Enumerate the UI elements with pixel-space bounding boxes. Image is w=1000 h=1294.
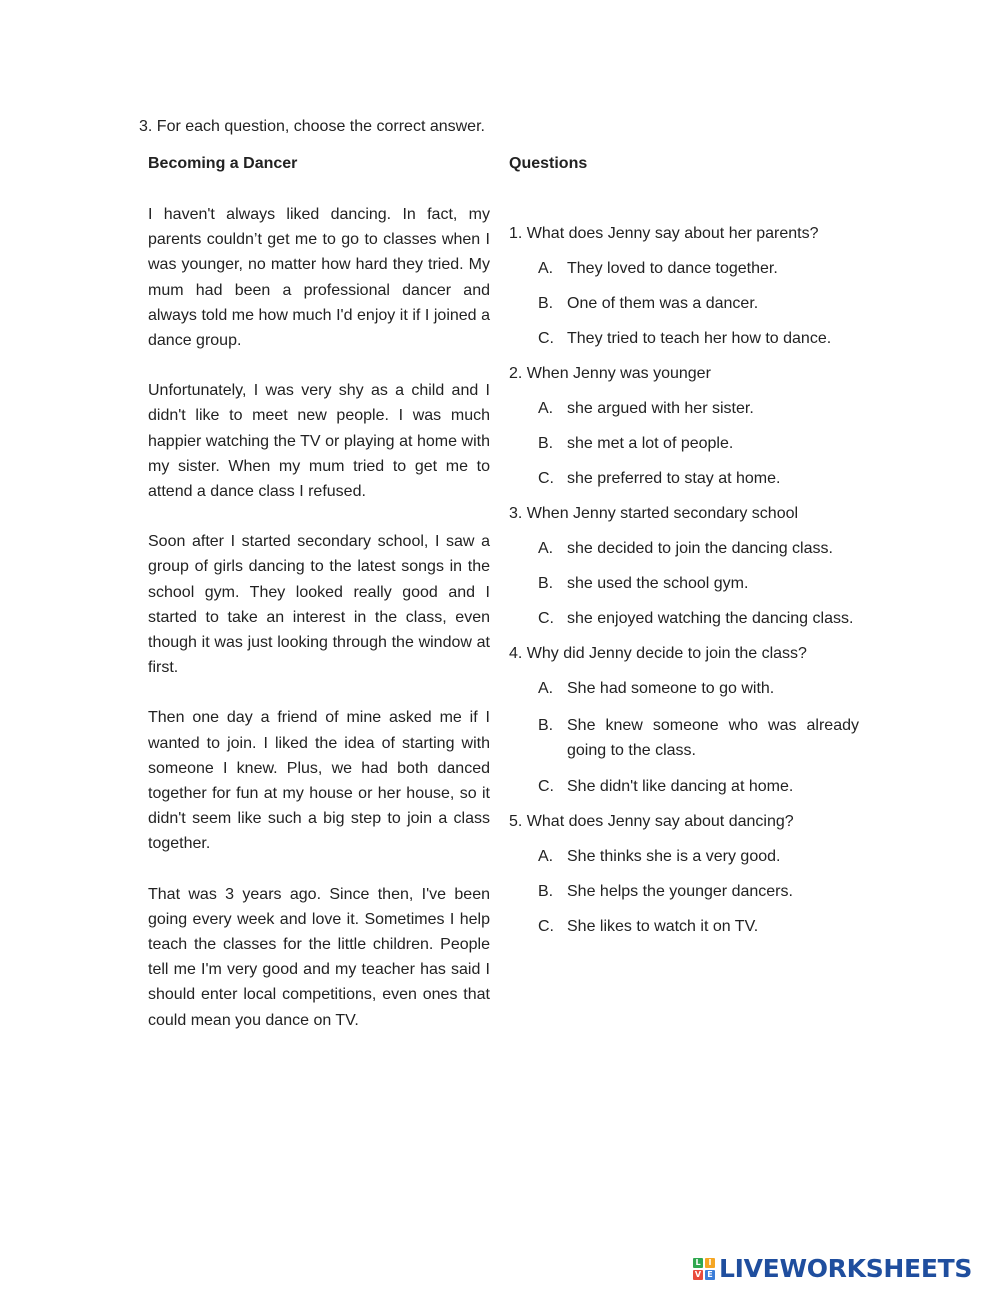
logo-text: LIVEWORKSHEETS [719, 1254, 973, 1283]
option-letter: A. [538, 400, 554, 417]
option-text: she decided to join the dancing class. [567, 540, 833, 557]
logo-mark-letter: V [694, 1270, 702, 1279]
answer-option[interactable] [509, 881, 859, 903]
question-1 [509, 223, 859, 350]
reading-passage [148, 152, 490, 1058]
answer-option[interactable] [509, 398, 859, 420]
option-text: She didn't like dancing at home. [567, 778, 794, 795]
question-stem: 1. What does Jenny say about her parents? [509, 225, 819, 242]
answer-option[interactable] [509, 776, 859, 798]
passage-paragraph: I haven't always liked dancing. In fact, my parents couldn’t get me to go to classes when I was younger, no matter how hard they tried. My mum had been a professional dancer and always told me how much I'd enjoy it if I joined a dance group. [148, 206, 490, 350]
logo-mark-letter: L [693, 1258, 703, 1268]
option-text: They tried to teach her how to dance. [567, 330, 832, 347]
option-letter: B. [538, 575, 554, 592]
option-letter: B. [538, 435, 554, 452]
answer-option[interactable] [509, 328, 859, 350]
option-letter: A. [538, 260, 554, 277]
passage-paragraph: Unfortunately, I was very shy as a child and I didn't like to meet new people. I was much happier watching the TV or playing at home with my sister. When my mum tried to get me to attend a dance class I refused. [148, 382, 490, 501]
passage-paragraph: Then one day a friend of mine asked me if I wanted to join. I liked the idea of starting with someone I knew. Plus, we had both danced together for fun at my house or her house, so it didn't seem like such a big step to join a class together. [148, 709, 490, 853]
option-text: She likes to watch it on TV. [567, 918, 759, 935]
option-text: One of them was a dancer. [567, 295, 759, 312]
option-letter: C. [538, 778, 554, 795]
question-stem: 5. What does Jenny say about dancing? [509, 813, 794, 830]
option-letter: C. [538, 610, 554, 627]
passage-paragraph: Soon after I started secondary school, I saw a group of girls dancing to the latest songs in the school gym. They looked really good and I started to take an interest in the class, even though it was just looking through the window at first. [148, 533, 490, 677]
instruction-text: 3. For each question, choose the correct answer. [139, 118, 485, 135]
option-letter: B. [538, 883, 554, 900]
passage-title: Becoming a Dancer [148, 155, 298, 172]
option-letter: A. [538, 848, 554, 865]
option-text: she preferred to stay at home. [567, 470, 781, 487]
question-stem: 4. Why did Jenny decide to join the class? [509, 645, 807, 662]
option-text: She thinks she is a very good. [567, 848, 781, 865]
logo-mark-letter: E [705, 1270, 715, 1280]
passage-paragraph: That was 3 years ago. Since then, I've been going every week and love it. Sometimes I help teach the classes for the little children. People tell me I'm very good and my teacher has said I should enter local competitions, even ones that could mean you dance on TV. [148, 885, 490, 1029]
question-5 [509, 811, 859, 938]
option-letter: A. [538, 680, 554, 697]
answer-option[interactable] [509, 916, 859, 938]
questions-section [509, 152, 859, 951]
option-letter: B. [538, 717, 554, 734]
question-list [509, 223, 859, 938]
option-text: She helps the younger dancers. [567, 883, 793, 900]
answer-option[interactable] [509, 468, 859, 490]
liveworksheets-logo [693, 1254, 972, 1284]
question-4 [509, 643, 859, 798]
logo-mark-icon [693, 1258, 715, 1280]
logo-mark-letter: I [705, 1258, 715, 1268]
answer-option[interactable] [509, 538, 859, 560]
option-letter: C. [538, 918, 554, 935]
answer-option[interactable] [509, 293, 859, 315]
answer-option[interactable] [509, 433, 859, 455]
passage-body [148, 202, 490, 1033]
answer-option[interactable] [509, 713, 859, 763]
question-stem: 2. When Jenny was younger [509, 365, 711, 382]
answer-option[interactable] [509, 678, 859, 700]
option-text: she argued with her sister. [567, 400, 754, 417]
option-letter: C. [538, 330, 554, 347]
question-stem: 3. When Jenny started secondary school [509, 505, 799, 522]
option-text: She had someone to go with. [567, 680, 775, 697]
answer-option[interactable] [509, 846, 859, 868]
option-text: They loved to dance together. [567, 260, 778, 277]
question-3 [509, 503, 859, 630]
question-2 [509, 363, 859, 490]
answer-option[interactable] [509, 608, 859, 630]
option-letter: A. [538, 540, 554, 557]
option-letter: C. [538, 470, 554, 487]
option-text: she met a lot of people. [567, 435, 734, 452]
option-text: she used the school gym. [567, 575, 749, 592]
answer-option[interactable] [509, 258, 859, 280]
option-text: she enjoyed watching the dancing class. [567, 610, 854, 627]
option-letter: B. [538, 295, 554, 312]
questions-title: Questions [509, 155, 588, 172]
option-text: She knew someone who was already going to the class. [567, 717, 859, 759]
answer-option[interactable] [509, 573, 859, 595]
